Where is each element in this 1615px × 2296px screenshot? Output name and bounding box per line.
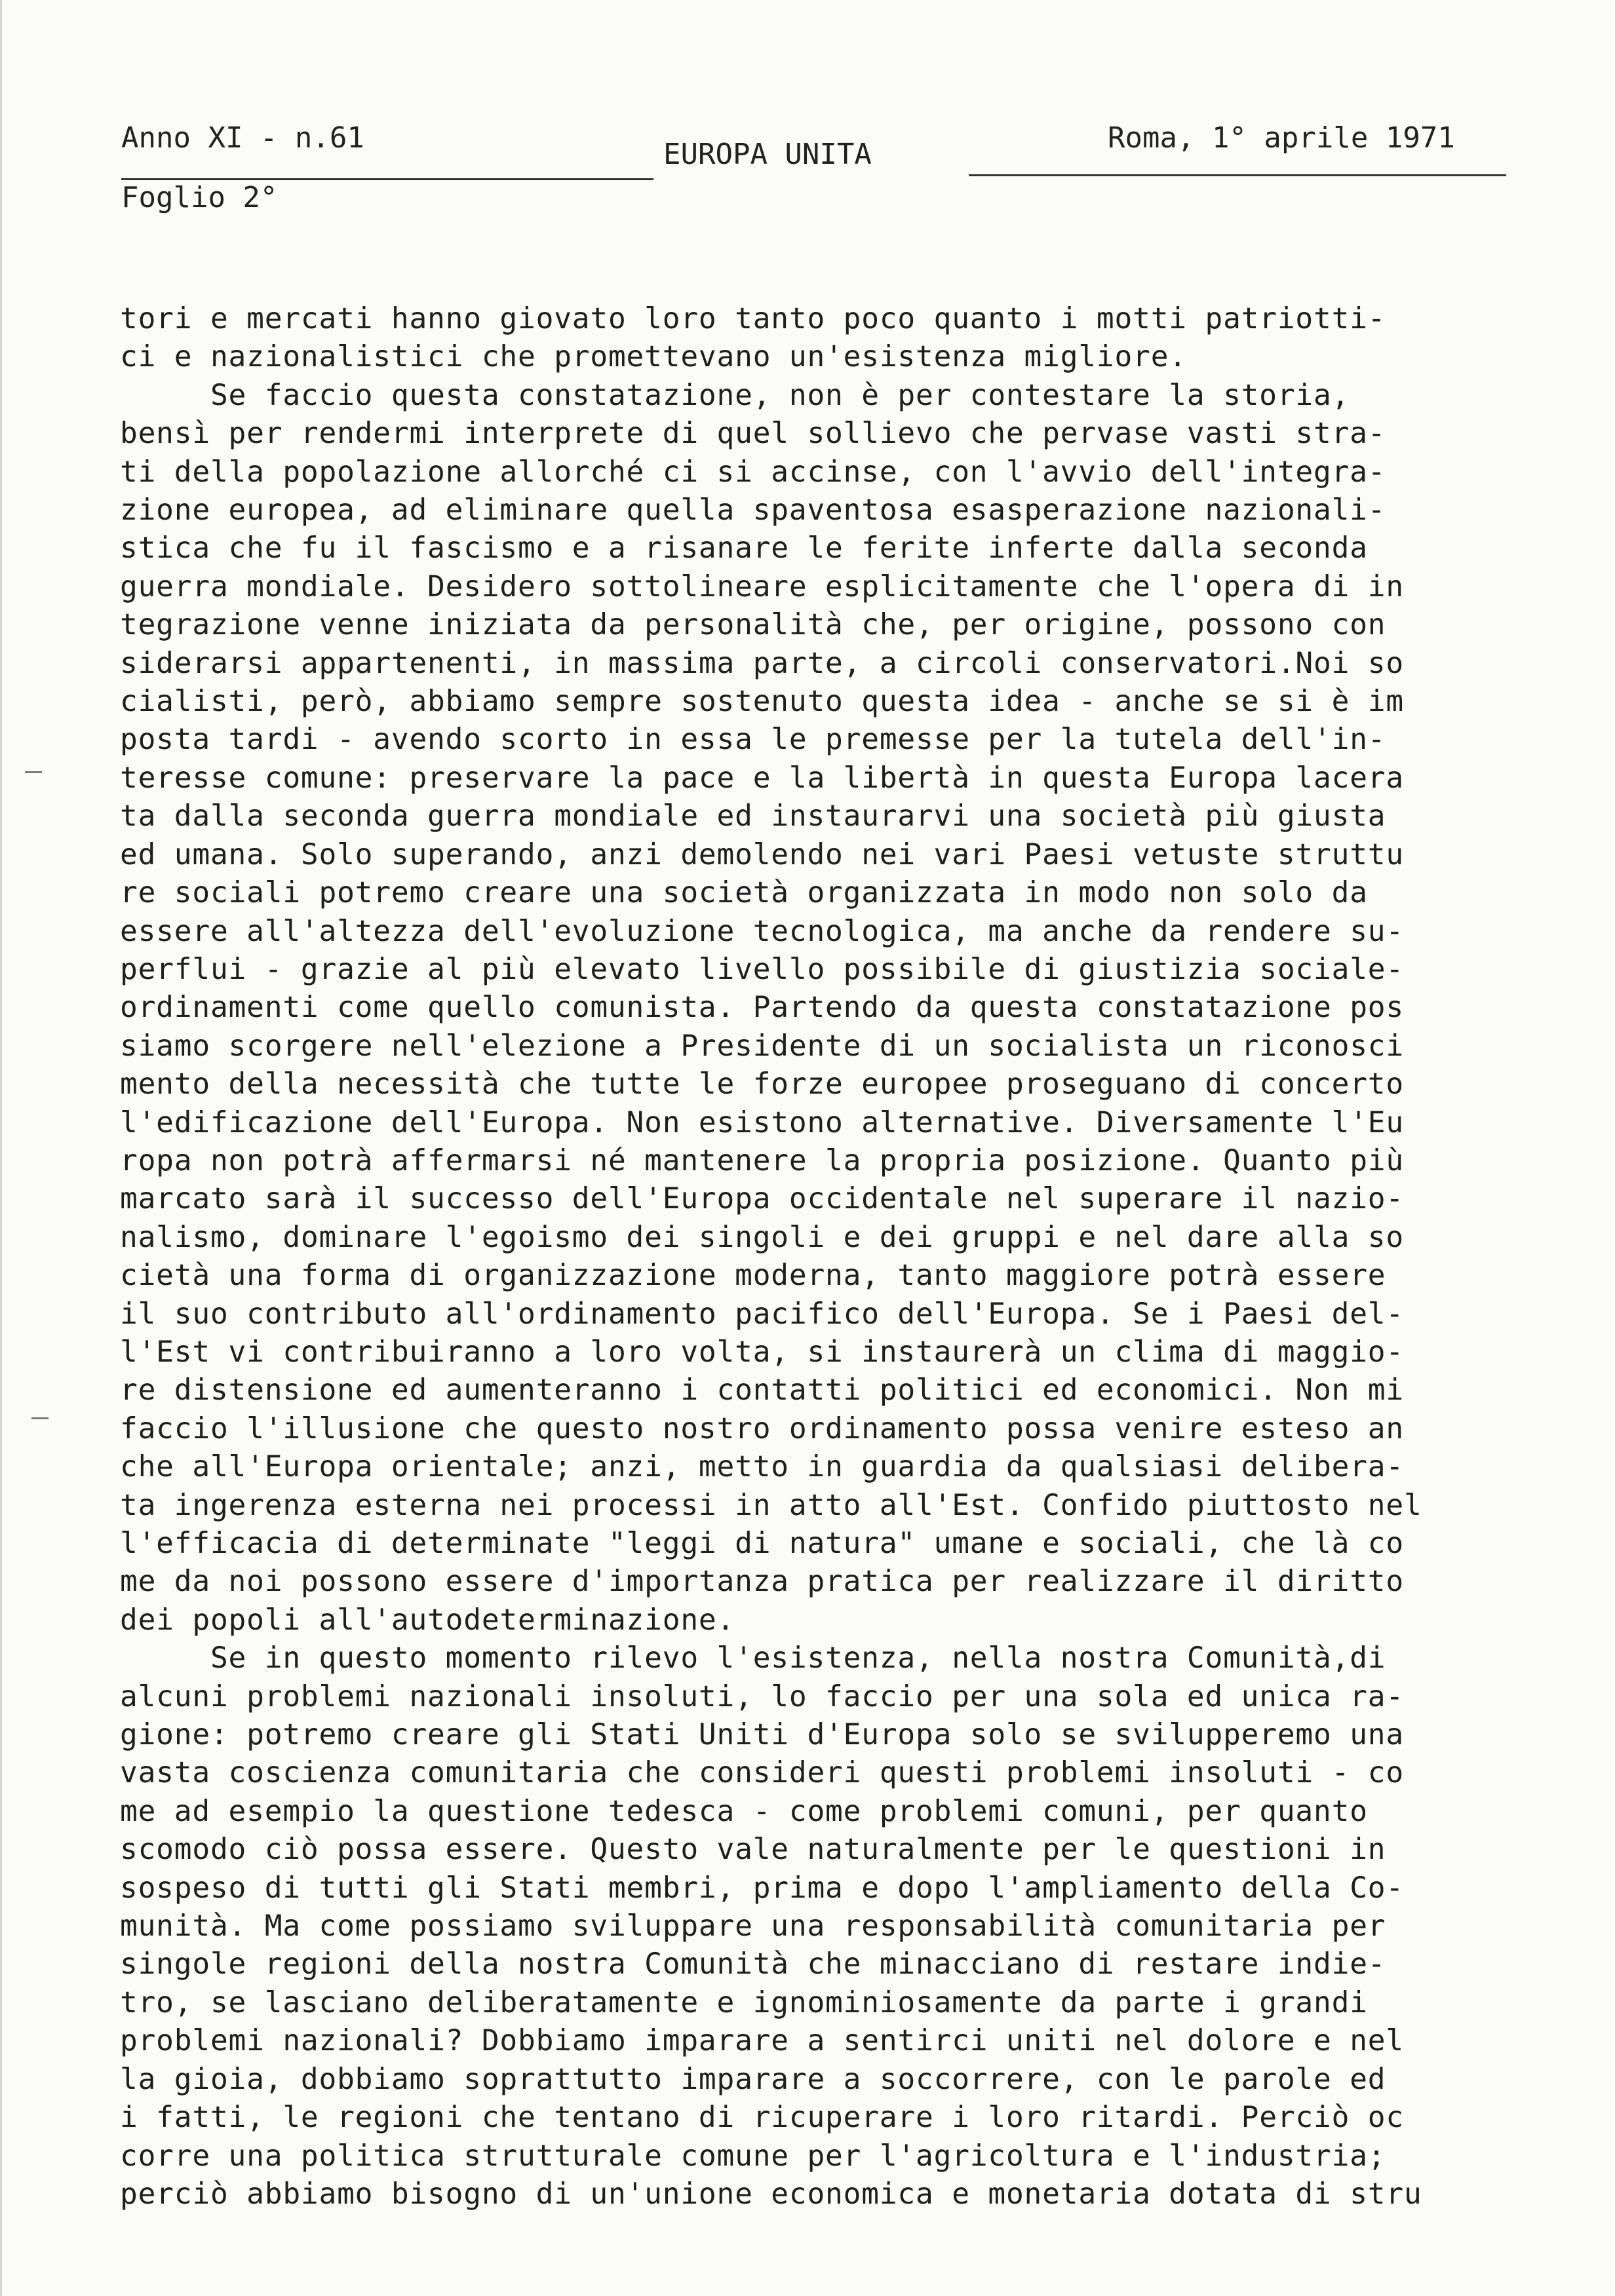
text-line: cietà una forma di organizzazione moderna, tanto maggiore potrà essere — [120, 1259, 1386, 1293]
header-rule-left — [121, 178, 653, 180]
text-line: essere all'altezza dell'evoluzione tecnologica, ma anche da rendere su- — [120, 914, 1404, 948]
header-rule-right — [969, 174, 1506, 176]
text-line: singole regioni della nostra Comunità che minacciano di restare indie- — [120, 1947, 1386, 1981]
text-line: il suo contributo all'ordinamento pacifico dell'Europa. Se i Paesi del- — [120, 1297, 1404, 1331]
text-line: gione: potremo creare gli Stati Uniti d'Europa solo se svilupperemo una — [120, 1718, 1404, 1752]
text-line: alcuni problemi nazionali insoluti, lo faccio per una sola ed unica ra- — [120, 1679, 1404, 1713]
text-line: Se in questo momento rilevo l'esistenza, nella nostra Comunità,di — [120, 1641, 1386, 1675]
text-line: nalismo, dominare l'egoismo dei singoli e dei gruppi e nel dare alla so — [120, 1220, 1404, 1254]
text-line: problemi nazionali? Dobbiamo imparare a sentirci uniti nel dolore e nel — [120, 2024, 1404, 2058]
text-line: ta ingerenza esterna nei processi in atto all'Est. Confido piuttosto nel — [120, 1488, 1422, 1522]
issue-number: Anno XI - n.61 — [121, 121, 364, 155]
text-line: perciò abbiamo bisogno di un'unione economica e monetaria dotata di stru — [120, 2177, 1422, 2211]
text-line: munità. Ma come possiamo sviluppare una responsabilità comunitaria per — [120, 1909, 1386, 1943]
text-line: corre una politica strutturale comune per l'agricoltura e l'industria; — [120, 2139, 1386, 2173]
margin-mark — [25, 771, 42, 773]
text-line: l'efficacia di determinate "leggi di natura" umane e sociali, che là co — [120, 1527, 1404, 1560]
text-line: mento della necessità che tutte le forze europee proseguano di concerto — [120, 1067, 1404, 1101]
text-line: perflui - grazie al più elevato livello possibile di giustizia sociale- — [120, 952, 1404, 986]
text-line: re distensione ed aumenteranno i contatti politici ed economici. Non mi — [120, 1373, 1404, 1407]
page-edge — [0, 0, 2, 2296]
text-line: siamo scorgere nell'elezione a Presidente di un socialista un riconosci — [120, 1029, 1404, 1063]
text-line: cialisti, però, abbiamo sempre sostenuto questa idea - anche se si è im — [120, 685, 1404, 719]
text-line: tro, se lasciano deliberatamente e ignominiosamente da parte i grandi — [120, 1985, 1368, 2019]
text-line: stica che fu il fascismo e a risanare le ferite inferte dalla seconda — [120, 531, 1368, 565]
text-line: me ad esempio la questione tedesca - come problemi comuni, per quanto — [120, 1794, 1368, 1828]
text-line: che all'Europa orientale; anzi, metto in guardia da qualsiasi delibera- — [120, 1450, 1404, 1484]
text-line: ti della popolazione allorché ci si accinse, con l'avvio dell'integra- — [120, 455, 1386, 489]
text-line: marcato sarà il successo dell'Europa occidentale nel superare il nazio- — [120, 1182, 1404, 1216]
text-line: me da noi possono essere d'importanza pratica per realizzare il diritto — [120, 1565, 1404, 1599]
text-line: bensì per rendermi interprete di quel sollievo che pervase vasti stra- — [120, 417, 1386, 451]
margin-mark — [31, 1417, 49, 1419]
text-line: tori e mercati hanno giovato loro tanto poco quanto i motti patriotti- — [120, 302, 1386, 335]
text-line: ci e nazionalistici che promettevano un'esistenza migliore. — [120, 340, 1187, 374]
text-line: tegrazione venne iniziata da personalità che, per origine, possono con — [120, 608, 1386, 642]
place-and-date: Roma, 1° aprile 1971 — [1108, 121, 1455, 155]
sheet-number: Foglio 2° — [121, 181, 278, 214]
text-line: la gioia, dobbiamo soprattutto imparare a soccorrere, con le parole ed — [120, 2062, 1386, 2096]
text-line: sospeso di tutti gli Stati membri, prima e dopo l'ampliamento della Co- — [120, 1871, 1404, 1905]
text-line: vasta coscienza comunitaria che consideri questi problemi insoluti - co — [120, 1756, 1404, 1790]
text-line: l'Est vi contribuiranno a loro volta, si instaurerà un clima di maggio- — [120, 1335, 1404, 1369]
text-line: faccio l'illusione che questo nostro ordinamento possa venire esteso an — [120, 1411, 1404, 1445]
text-line: l'edificazione dell'Europa. Non esistono alternative. Diversamente l'Eu — [120, 1105, 1404, 1139]
text-line: dei popoli all'autodeterminazione. — [120, 1603, 735, 1637]
article-body — [120, 300, 1422, 2213]
text-line: ropa non potrà affermarsi né mantenere la propria posizione. Quanto più — [120, 1143, 1404, 1177]
text-line: teresse comune: preservare la pace e la libertà in questa Europa lacera — [120, 761, 1404, 795]
publication-title: EUROPA UNITA — [663, 138, 872, 171]
text-line: ta dalla seconda guerra mondiale ed instaurarvi una società più giusta — [120, 799, 1386, 833]
text-line: scomodo ciò possa essere. Questo vale naturalmente per le questioni in — [120, 1833, 1386, 1867]
text-line: Se faccio questa constatazione, non è per contestare la storia, — [120, 378, 1350, 412]
text-line: posta tardi - avendo scorto in essa le premesse per la tutela dell'in- — [120, 723, 1386, 757]
text-line: re sociali potremo creare una società organizzata in modo non solo da — [120, 876, 1368, 910]
text-line: guerra mondiale. Desidero sottolineare esplicitamente che l'opera di in — [120, 569, 1404, 603]
text-line: zione europea, ad eliminare quella spaventosa esasperazione nazionali- — [120, 493, 1386, 527]
text-line: ordinamenti come quello comunista. Partendo da questa constatazione pos — [120, 991, 1404, 1025]
text-line: i fatti, le regioni che tentano di ricuperare i loro ritardi. Perciò oc — [120, 2101, 1404, 2135]
text-line: siderarsi appartenenti, in massima parte, a circoli conservatori.Noi so — [120, 646, 1404, 680]
text-line: ed umana. Solo superando, anzi demolendo nei vari Paesi vetuste struttu — [120, 837, 1404, 871]
